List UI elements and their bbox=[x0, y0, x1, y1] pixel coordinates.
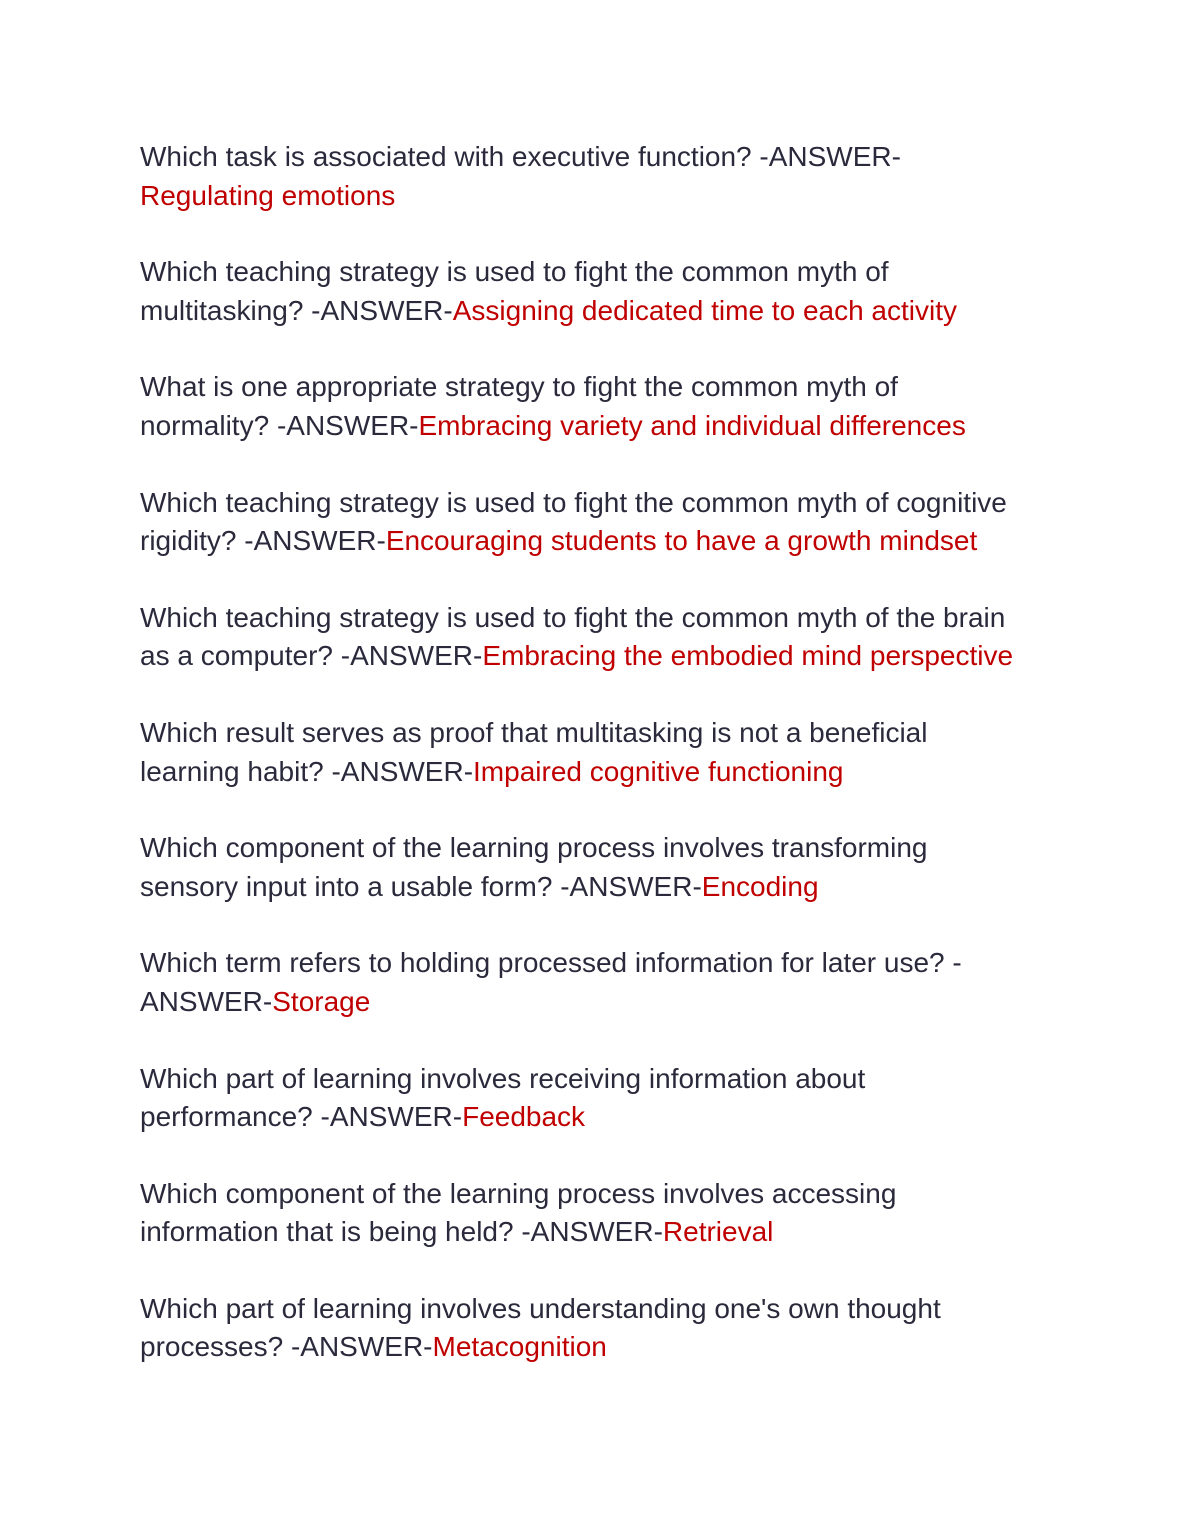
question-text: Which teaching strategy is used to fight the common myth of the brain as a computer? -ANSWER- bbox=[140, 601, 1006, 672]
qa-item bbox=[140, 1060, 1060, 1137]
question-text: Which task is associated with executive function? -ANSWER- bbox=[140, 141, 901, 172]
qa-item bbox=[140, 253, 1060, 330]
qa-item bbox=[140, 368, 1060, 445]
qa-item bbox=[140, 829, 1060, 906]
qa-item bbox=[140, 599, 1060, 676]
answer-text: Encouraging students to have a growth mindset bbox=[385, 525, 978, 557]
question-text: Which component of the learning process involves transforming sensory input into a usable form? -ANSWER- bbox=[140, 832, 928, 902]
answer-text: Impaired cognitive functioning bbox=[473, 755, 844, 787]
question-text: What is one appropriate strategy to fight the common myth of normality? -ANSWER- bbox=[140, 371, 898, 441]
answer-text: Encoding bbox=[701, 870, 819, 902]
answer-text: Assigning dedicated time to each activity bbox=[452, 294, 958, 326]
question-text: Which result serves as proof that multitasking is not a beneficial learning habit? -ANSWER- bbox=[140, 716, 928, 787]
document-page bbox=[140, 138, 1060, 1405]
answer-text: Metacognition bbox=[432, 1331, 607, 1363]
question-text: Which term refers to holding processed information for later use? - ANSWER- bbox=[140, 947, 962, 1017]
answer-text: Storage bbox=[272, 985, 371, 1017]
question-text: Which part of learning involves receiving information about performance? -ANSWER- bbox=[140, 1062, 866, 1133]
qa-item bbox=[140, 1175, 1060, 1252]
qa-item bbox=[140, 484, 1060, 561]
qa-item bbox=[140, 944, 1060, 1021]
qa-item bbox=[140, 1290, 1060, 1367]
question-text: Which component of the learning process involves accessing information that is being held? -ANSWER- bbox=[140, 1177, 897, 1248]
question-text: Which teaching strategy is used to fight the common myth of multitasking? -ANSWER- bbox=[140, 256, 889, 326]
qa-item bbox=[140, 714, 1060, 791]
qa-item bbox=[140, 138, 1060, 215]
question-text: Which teaching strategy is used to fight the common myth of cognitive rigidity? -ANSWER- bbox=[140, 486, 1007, 557]
answer-text: Embracing the embodied mind perspective bbox=[482, 640, 1014, 672]
answer-text: Retrieval bbox=[662, 1216, 774, 1248]
answer-text: Embracing variety and individual differences bbox=[418, 409, 966, 441]
answer-text: Regulating emotions bbox=[140, 179, 396, 211]
question-text: Which part of learning involves understanding one's own thought processes? -ANSWER- bbox=[140, 1292, 941, 1363]
answer-text: Feedback bbox=[462, 1101, 586, 1133]
